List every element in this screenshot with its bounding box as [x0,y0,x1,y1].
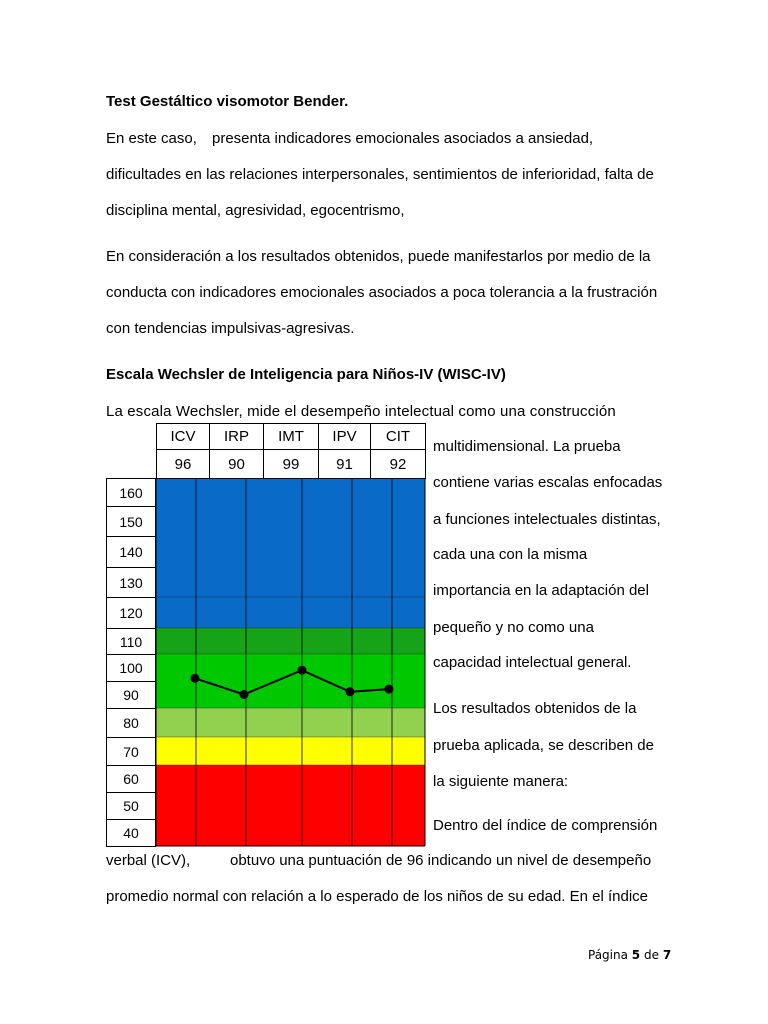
bender-p2-line-1: En consideración a los resultados obtenidos, puede manifestarlos por medio de la [106,248,651,265]
page-footer [588,948,671,962]
bottom-line1-rest: obtuvo una puntuación de 96 indicando un nivel de desempeño [230,852,652,869]
bender-p2-line-3: con tendencias impulsivas-agresivas. [106,320,355,337]
score-value-irp: 90 [209,449,264,479]
category-header-imt: IMT [263,423,319,450]
footer-prefix: Página [588,948,628,962]
y-tick-label: 150 [106,506,156,537]
score-value-ipv: 91 [318,449,371,479]
category-header-ipv: IPV [318,423,371,450]
bottom-line-2: promedio normal con relación a lo esperado de los niños de su edad. En el índice [106,888,649,905]
score-point-cit [385,685,394,694]
y-tick-label: 140 [106,536,156,568]
footer-middle: de [643,948,659,962]
score-point-irp [240,690,249,699]
side-text-line: Dentro del índice de comprensión [433,817,658,834]
side-text-line: importancia en la adaptación del [433,582,649,599]
side-text-line: pequeño y no como una [433,619,594,636]
score-value-imt: 99 [263,449,319,479]
y-tick-label: 60 [106,765,156,793]
category-header-icv: ICV [156,423,210,450]
wisc-intro-line: La escala Wechsler, mide el desempeño intelectual como una construcción [106,403,616,420]
bender-line1-rest: presenta indicadores emocionales asociados a ansiedad, [212,130,594,147]
score-value-cit: 92 [370,449,426,479]
bottom-line1-start: verbal (ICV), [106,852,191,869]
score-point-ipv [346,687,355,696]
category-header-irp: IRP [209,423,264,450]
bender-paragraph-line-3: disciplina mental, agresividad, egocentrismo, [106,202,405,219]
side-text-line: contiene varias escalas enfocadas [433,474,663,491]
score-value-icv: 96 [156,449,210,479]
category-header-cit: CIT [370,423,426,450]
side-text-line: multidimensional. La prueba [433,438,621,455]
side-text-line: a funciones intelectuales distintas, [433,511,661,528]
y-tick-label: 80 [106,708,156,738]
side-text-line: Los resultados obtenidos de la [433,700,637,717]
score-point-imt [298,666,307,675]
y-tick-label: 70 [106,737,156,766]
y-tick-label: 130 [106,567,156,598]
footer-total-pages: 7 [662,948,672,962]
footer-page-number: 5 [631,948,641,962]
side-text-line: cada una con la misma [433,546,588,563]
score-point-icv [191,674,200,683]
bender-p2-line-2: conducta con indicadores emocionales asociados a poca tolerancia a la frustración [106,284,658,301]
side-text-line: prueba aplicada, se describen de [433,737,654,754]
heading-bender: Test Gestáltico visomotor Bender. [106,93,349,110]
y-tick-label: 90 [106,681,156,709]
side-text-line: la siguiente manera: [433,773,569,790]
bottom-line-1 [106,852,662,870]
side-text-line: capacidad intelectual general. [433,654,632,671]
heading-wisc: Escala Wechsler de Inteligencia para Niños-IV (WISC-IV) [106,366,506,383]
y-tick-label: 120 [106,597,156,629]
y-tick-label: 110 [106,628,156,655]
bender-paragraph-line-2: dificultades en las relaciones interpersonales, sentimientos de inferioridad, falta de [106,166,654,183]
y-tick-label: 100 [106,654,156,682]
bender-line1-start: En este caso, [106,130,197,147]
y-tick-label: 50 [106,792,156,820]
y-tick-label: 160 [106,478,156,507]
y-tick-label: 40 [106,819,156,847]
